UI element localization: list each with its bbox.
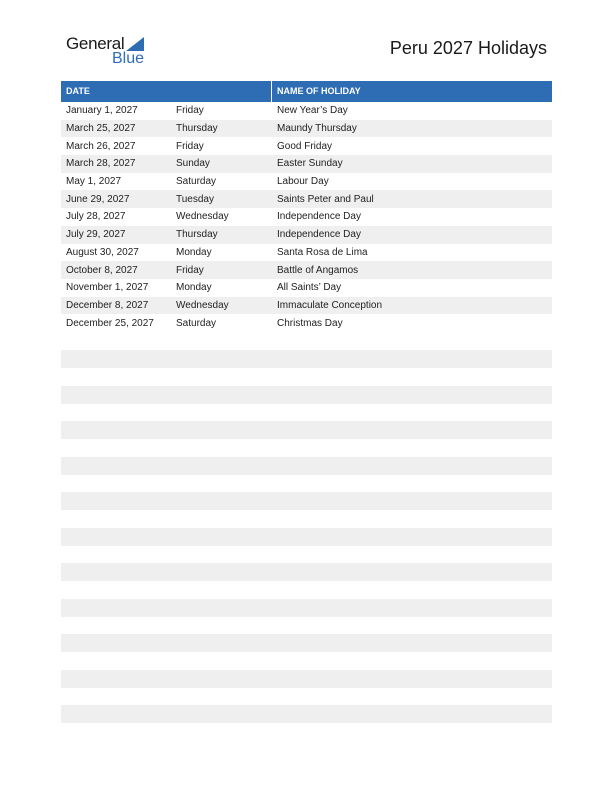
- holiday-name: Independence Day: [277, 211, 361, 223]
- holiday-date: January 1, 2027: [66, 105, 138, 117]
- column-header-holiday: NAME OF HOLIDAY: [272, 81, 552, 102]
- holiday-weekday: Monday: [176, 246, 212, 258]
- table-row: [61, 279, 552, 297]
- column-header-date: DATE: [61, 81, 271, 102]
- holiday-table: [61, 81, 552, 332]
- holiday-weekday: Sunday: [176, 158, 210, 170]
- holiday-date: November 1, 2027: [66, 282, 149, 294]
- holiday-name: Maundy Thursday: [277, 123, 357, 135]
- holiday-name: Labour Day: [277, 176, 329, 188]
- holiday-date: July 28, 2027: [66, 211, 126, 223]
- holiday-weekday: Tuesday: [176, 193, 214, 205]
- holiday-weekday: Monday: [176, 282, 212, 294]
- table-row: [61, 314, 552, 332]
- logo-text-blue: Blue: [112, 50, 145, 67]
- empty-row-band: [61, 670, 552, 688]
- table-row: [61, 155, 552, 173]
- logo-text-general: General: [66, 34, 125, 53]
- page-title: Peru 2027 Holidays: [389, 38, 547, 58]
- holiday-date: March 25, 2027: [66, 123, 136, 135]
- holiday-name: Battle of Angamos: [277, 264, 359, 276]
- table-row: [61, 297, 552, 315]
- table-row: [61, 226, 552, 244]
- generalblue-logo: [66, 34, 156, 68]
- holiday-name: Saints Peter and Paul: [277, 193, 374, 205]
- holiday-weekday: Thursday: [176, 229, 218, 241]
- empty-row-band: [61, 705, 552, 723]
- empty-row-band: [61, 457, 552, 475]
- holiday-name: Easter Sunday: [277, 158, 343, 170]
- holiday-name: Santa Rosa de Lima: [277, 246, 368, 258]
- holiday-weekday: Friday: [176, 105, 204, 117]
- holiday-name: Christmas Day: [277, 317, 343, 329]
- holiday-weekday: Saturday: [176, 176, 217, 188]
- holiday-weekday: Thursday: [176, 123, 218, 135]
- table-row: [61, 173, 552, 191]
- empty-row-band: [61, 492, 552, 510]
- logo-triangle-icon: [126, 37, 144, 51]
- holiday-date: March 28, 2027: [66, 158, 136, 170]
- table-row: [61, 261, 552, 279]
- holiday-date: June 29, 2027: [66, 193, 130, 205]
- holiday-name: New Year’s Day: [277, 105, 348, 117]
- holiday-date: August 30, 2027: [66, 246, 139, 258]
- holiday-name: Independence Day: [277, 229, 361, 241]
- table-body: [61, 102, 552, 332]
- empty-row-band: [61, 386, 552, 404]
- empty-row-band: [61, 528, 552, 546]
- holiday-weekday: Friday: [176, 140, 204, 152]
- empty-row-band: [61, 421, 552, 439]
- holiday-date: December 25, 2027: [66, 317, 154, 329]
- table-row: [61, 120, 552, 138]
- holiday-date: March 26, 2027: [66, 140, 136, 152]
- table-row: [61, 244, 552, 262]
- holiday-weekday: Wednesday: [176, 299, 229, 311]
- holiday-date: December 8, 2027: [66, 299, 149, 311]
- table-row: [61, 137, 552, 155]
- holiday-date: May 1, 2027: [66, 176, 122, 188]
- empty-row-band: [61, 634, 552, 652]
- table-row: [61, 208, 552, 226]
- table-row: [61, 102, 552, 120]
- empty-row-band: [61, 563, 552, 581]
- empty-row-band: [61, 599, 552, 617]
- holiday-weekday: Saturday: [176, 317, 217, 329]
- holiday-weekday: Wednesday: [176, 211, 229, 223]
- holiday-date: July 29, 2027: [66, 229, 126, 241]
- holiday-name: Good Friday: [277, 140, 333, 152]
- holiday-name: Immaculate Conception: [277, 299, 383, 311]
- table-row: [61, 190, 552, 208]
- empty-row-band: [61, 350, 552, 368]
- holiday-weekday: Friday: [176, 264, 204, 276]
- holiday-name: All Saints’ Day: [277, 282, 342, 294]
- holiday-date: October 8, 2027: [66, 264, 138, 276]
- table-header: [61, 81, 552, 102]
